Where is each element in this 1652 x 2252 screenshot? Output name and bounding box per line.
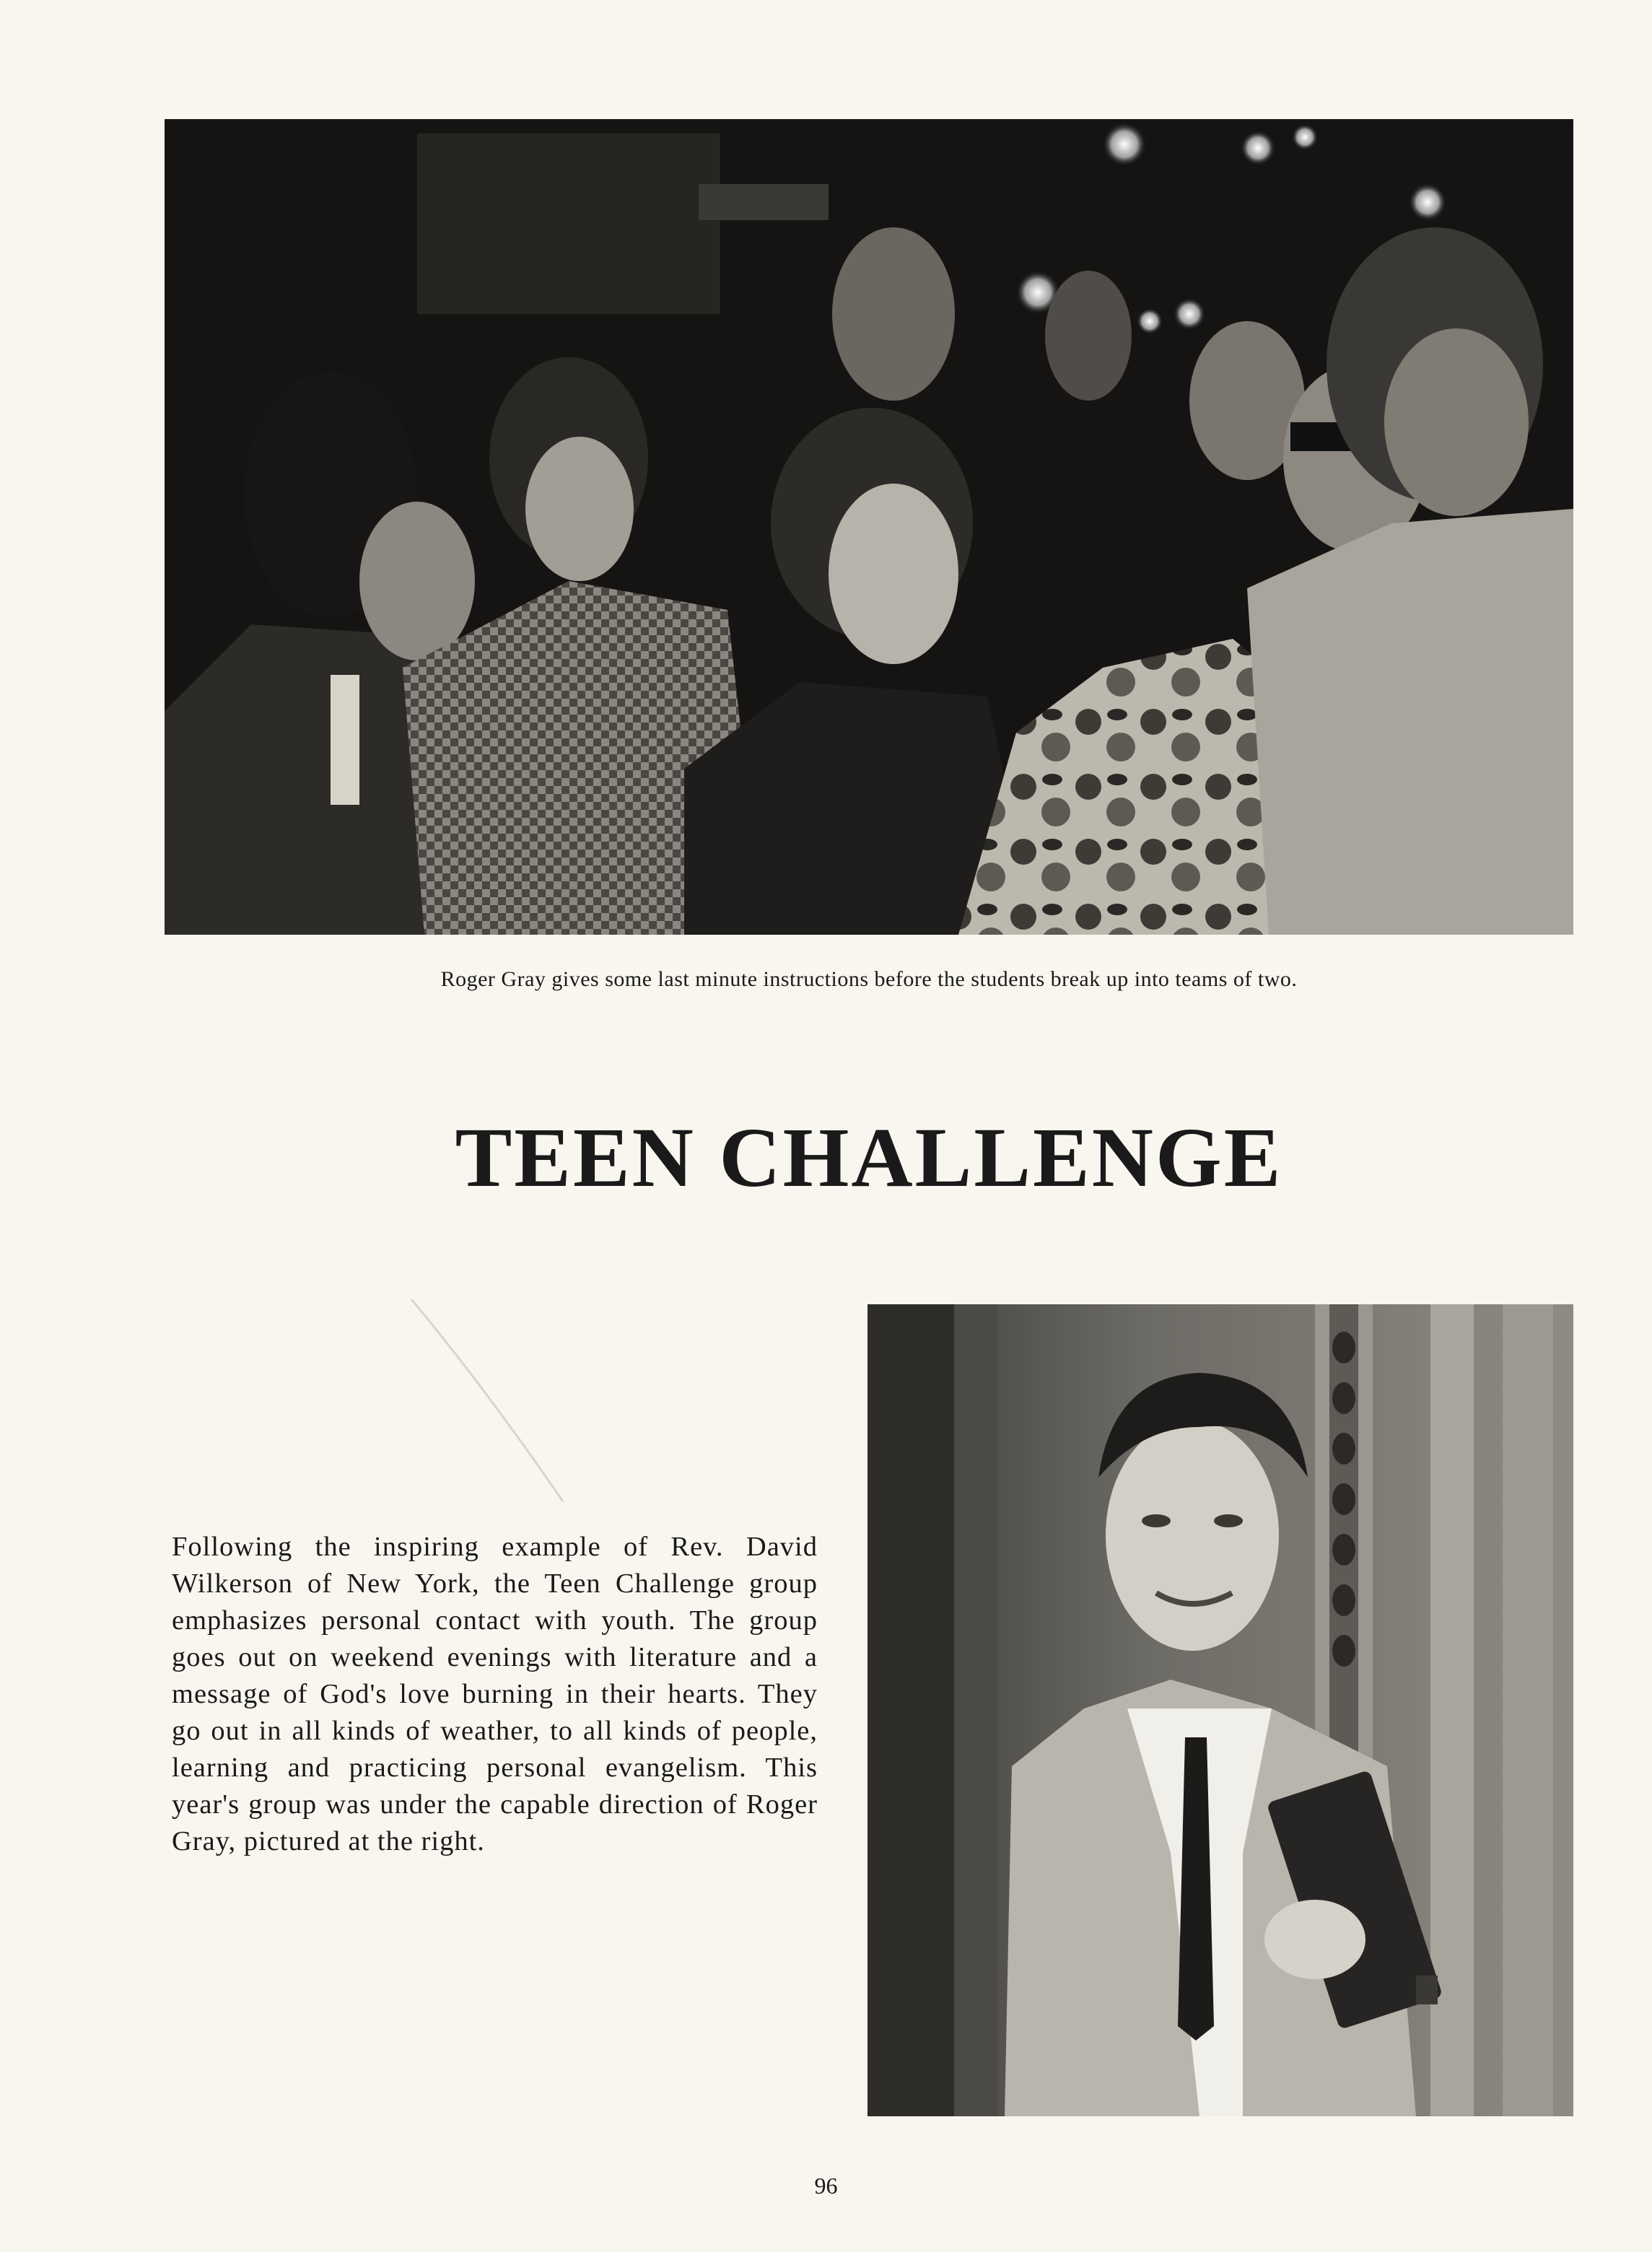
paper-crease-mark [404,1292,570,1509]
portrait-photo [867,1304,1573,2116]
portrait-photo-art [867,1304,1573,2116]
page-number: 96 [814,2173,838,2199]
page-title: TEEN CHALLENGE [455,1110,1283,1205]
body-paragraph: Following the inspiring example of Rev. David Wilkerson of New York, the Teen Challenge group emphasizes personal contact with youth. The group goes out on weekend evenings with literature and a message of God's love burning in their hearts. They go out in all kinds of weather, to all kinds of people, learning and practicing personal evangelism. This year's group was under the capable direction of Roger Gray, pictured at the right. [172,1532,818,1856]
photo-caption: Roger Gray gives some last minute instructions before the students break up into teams of two. [440,967,1298,991]
street-group-photo [165,119,1573,935]
street-group-photo-art [165,119,1573,935]
